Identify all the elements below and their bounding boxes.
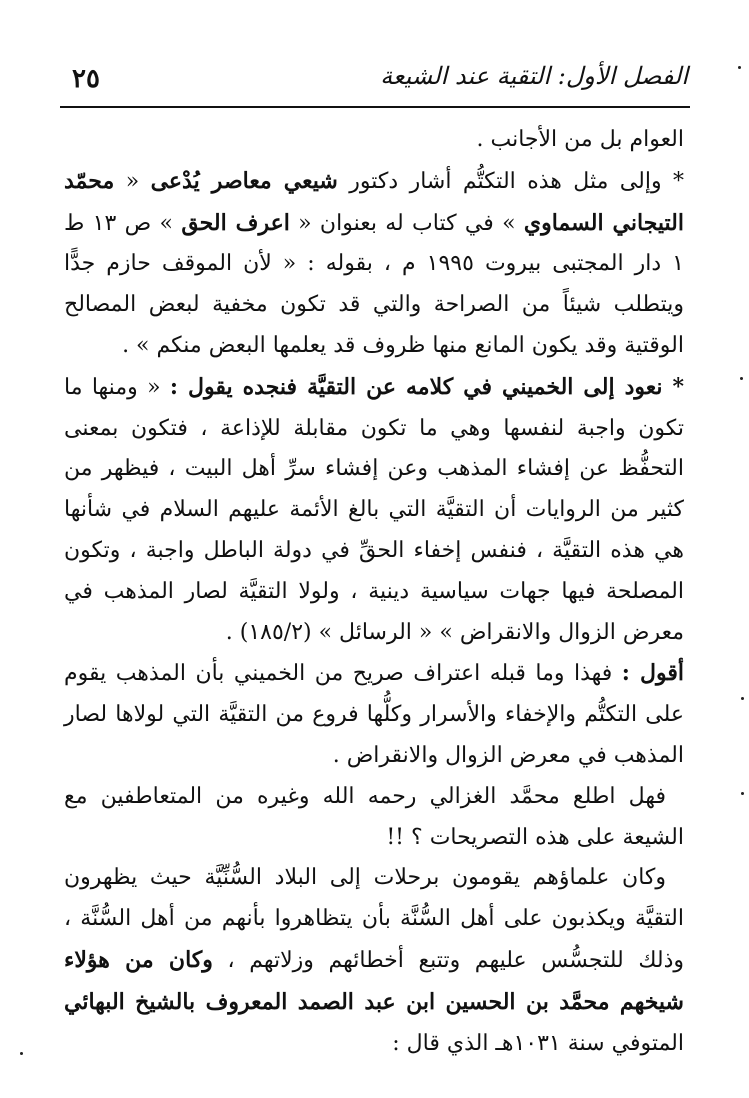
bold-run: وكان من هؤلاء شيخهم محمَّد بن الحسين ابن عبد الصمد المعروف بالشيخ البهائي — [64, 946, 684, 1015]
text-run: » في كتاب له بعنوان « — [289, 210, 524, 236]
paragraph — [64, 120, 684, 161]
paragraph — [64, 653, 684, 776]
text-run: « — [114, 168, 151, 194]
paragraph — [64, 858, 684, 1064]
margin-dot — [20, 1052, 23, 1055]
text-run: فهل اطلع محمَّد الغزالي رحمه الله وغيره من المتعاطفين مع الشيعة على هذه التصريحات ؟ !! — [64, 783, 684, 850]
text-run: * وإلى مثل هذه التكتُّم أشار دكتور — [337, 168, 684, 194]
text-run: » ص ١٣ ط ١ دار المجتبى بيروت ١٩٩٥ م ، بقوله : « لأن الموقف حازم جدًّا ويتطلب شيئاً من الصراحة والتي قد تكون مخفية لبعض المصالح الوقتية وقد يكون المانع منها ظروف قد يعلمها البعض منكم » . — [64, 210, 684, 358]
page-header — [60, 62, 688, 102]
running-title: الفصل الأول: التقية عند الشيعة — [380, 62, 688, 90]
text-run: وكان علماؤهم يقومون برحلات إلى البلاد السُّنِّيَّة حيث يظهرون التقيَّة ويكذبون على أهل السُّنَّة بأن يتظاهروا بأنهم من أهل السُّنَّة ، وذلك للتجسُّس عليهم وتتبع أخطائهم وزلاتهم ، — [64, 865, 684, 973]
bold-run: محمّد التيجاني السماوي — [64, 167, 684, 236]
body-text — [64, 120, 684, 1064]
text-run: العوام بل من الأجانب . — [476, 127, 684, 152]
paragraph — [64, 367, 684, 654]
bold-run: * نعود إلى الخميني في كلامه عن التقيَّة فنجده يقول : — [169, 373, 684, 400]
margin-dot — [738, 66, 741, 69]
margin-dot — [741, 697, 744, 700]
text-run: فهذا وما قبله اعتراف صريح من الخميني بأن المذهب يقوم على التكتُّم والإخفاء والأسرار وكلُّها فروع من التقيَّة التي لولاها لصار المذهب في معرض الزوال والانقراض . — [64, 661, 684, 768]
page-number: ٢٥ — [72, 64, 100, 94]
bold-run: شيعي معاصر يُدْعى — [150, 167, 338, 194]
text-run: المتوفي سنة ١٠٣١هـ الذي قال : — [392, 1030, 684, 1056]
bold-run: أقول : — [621, 660, 684, 687]
margin-dot — [740, 377, 743, 380]
margin-dot — [741, 792, 744, 795]
text-run: « ومنها ما تكون واجبة لنفسها وهي ما تكون مقابلة للإذاعة ، فتكون بمعنى التحفُّظ عن إفشاء المذهب وعن إفشاء سرِّ أهل البيت ، فيظهر من كثير من الروايات أن التقيَّة التي بالغ الأئمة عليهم السلام في شأنها هي هذه التقيَّة ، فنفس إخفاء الحقِّ في دولة الباطل واجبة ، وتكون المصلحة فيها جهات سياسية دينية ، ولولا التقيَّة لصار المذهب في معرض الزوال والانقراض » « الرسائل » (١٨٥/٢) . — [64, 374, 684, 645]
paragraph — [64, 161, 684, 367]
header-rule — [60, 106, 690, 108]
paragraph — [64, 777, 684, 859]
bold-run: اعرف الحق — [181, 209, 290, 236]
